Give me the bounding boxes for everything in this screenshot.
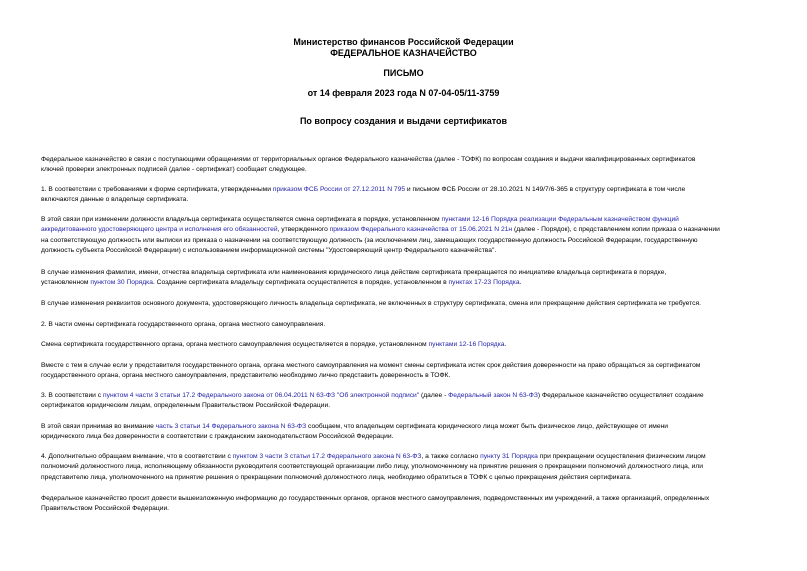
text-line [41,246,765,256]
text-line [41,320,765,330]
text-line [41,278,765,288]
text-segment: . [504,341,507,348]
document-link[interactable]: пункту 31 Порядка [480,453,538,460]
text-segment: , а также согласно [421,453,481,460]
text-segment: Федеральное казначейство просит довести вышеизложенную информацию до государственных органов, органов местного самоуправления, подведомственных им учреждений, а также организаций, определенных [41,495,710,502]
text-segment: при прекращении осуществления физическим лицом [537,453,706,460]
text-segment: . Создание сертификата владельцу сертификата осуществляется в порядке, установленном в [152,279,449,287]
text-segment: включаются данные о владельце сертификата. [41,196,189,204]
paragraph [41,215,765,257]
paragraph [41,391,765,412]
document-link[interactable]: пунктом 3 части 3 статьи 17.2 Федерального закона N 63-ФЗ [232,453,422,460]
text-line [41,432,765,442]
text-line [41,165,765,175]
document-link[interactable]: пунктах 17-23 Порядка [448,279,520,287]
text-segment: . [519,279,522,287]
text-line [41,195,765,205]
text-segment: Вместе с тем в случае если у представителя государственного органа, органа местного самоуправления на момент смены сертификата истек срок действия доверенности на право обращаться за сертификатом [41,362,701,369]
document-type: ПИСЬМО [383,68,424,78]
paragraph [41,320,765,330]
document-link[interactable]: пунктами 12-16 Порядка реализации Федеральным казначейством функций [441,216,679,223]
text-line [41,215,765,225]
text-line [41,473,765,483]
text-segment: должность субъекта Российской Федерации) с использованием информационной системы "Удостоверяющий центр Федерального казначейства". [41,247,497,255]
paragraph [41,155,765,176]
paragraph [41,340,765,350]
text-segment: ключей проверки электронных подписей (далее - сертификат) сообщает следующее. [41,166,307,174]
ministry-name: Министерство финансов Российской Федерации [293,37,514,47]
text-line [41,504,765,514]
agency-name: ФЕДЕРАЛЬНОЕ КАЗНАЧЕЙСТВО [330,48,477,58]
text-segment: государственного органа, органа местного самоуправления, представителю необходимо лично представить доверенность в ТОФК. [41,372,451,380]
document-link[interactable]: пунктом 30 Порядка [90,279,153,287]
text-segment: юридического лица без доверенности в соответствии с гражданским законодательством Российской Федерации. [41,433,394,441]
text-segment: ) Федеральное казначейство осуществляет создание [537,392,704,399]
text-segment: и письмом ФСБ России от 28.10.2021 N 149/7/6-365 в структуру сертификата в том числе [405,186,686,193]
text-line [41,452,765,462]
document-link[interactable]: пунктами 12-16 Порядка [428,341,505,348]
text-segment: В случае изменения реквизитов основного документа, удостоверяющего личность владельца сертификата, не включенных в структуру сертификата, смена или прекращение действия сертификата не требуется. [41,300,701,307]
document-link[interactable]: приказом Федерального казначейства от 15.06.2021 N 21н [329,226,513,234]
text-segment: (далее - [419,392,449,399]
paragraph [41,185,765,206]
text-segment: сообщаем, что владельцем сертификата юридического лица может быть физическое лицо, действующее от имени [306,423,669,430]
text-line [41,422,765,432]
text-segment: на соответствующую должность или выписки из приказа о назначении на соответствующую должность (за исключением лиц, замещающих государственную должность Российской Федерации, государственную [41,236,698,244]
text-line [41,371,765,381]
text-segment: сертификатов юридическим лицам, определенным Правительством Российской Федерации. [41,402,331,410]
text-segment: 3. В соответствии с [41,392,103,399]
document-link[interactable]: аккредитованного удостоверяющего центра и исполнения его обязанностей [41,226,278,234]
paragraph [41,422,765,443]
text-segment: Правительством Российской Федерации. [41,505,170,513]
text-line [41,225,765,235]
text-segment: (далее - Порядок), с представлением копии приказа о назначении [512,226,720,234]
text-line [41,340,765,350]
text-line [41,462,765,472]
text-line [41,494,765,504]
text-segment: установленном [41,279,91,287]
document-subject: По вопросу создания и выдачи сертификатов [299,116,508,126]
document-link[interactable]: приказом ФСБ России от 27.12.2011 N 795 [272,186,406,193]
text-segment: В этой связи при изменении должности владельца сертификата осуществляется смена сертификата в порядке, установленном [41,216,442,223]
paragraph [41,361,765,382]
document-link[interactable]: Федеральный закон N 63-ФЗ [448,392,538,399]
text-segment: 4. Дополнительно обращаем внимание, что в соответствии с [41,453,233,460]
text-line [41,268,765,278]
text-line [41,401,765,411]
document-link[interactable]: часть 3 статьи 14 Федерального закона N 63-ФЗ [155,423,307,430]
text-segment: В этой связи принимая во внимание [41,423,156,430]
text-segment: полномочий должностного лица, исполняющему обязанности руководителя соответствующей организации либо лицу, уполномоченному на принятие решения о прекращении полномочий должностного лица, или [41,463,703,471]
paragraph [41,452,765,483]
paragraph [41,494,765,515]
paragraph [41,299,765,309]
text-segment: В случае изменения фамилии, имени, отчества владельца сертификата или наименования юридического лица действие сертификата прекращается по инициативе владельца сертификата в порядке, [41,269,667,276]
text-line [41,361,765,371]
document-link[interactable]: пунктом 4 части 3 статьи 17.2 Федерального закона от 06.04.2011 N 63-ФЗ "Об электронной подписи" [102,392,420,399]
text-segment: 1. В соответствии с требованиями к форме сертификата, утвержденными [41,186,273,193]
paragraph [41,268,765,289]
text-segment: 2. В части смены сертификата государственного органа, органа местного самоуправления. [41,321,326,328]
text-line [41,299,765,309]
text-segment: представителю лица, уполномоченного на принятие решения о прекращении полномочий должностного лица, необходимо обратиться в ТОФК с целью прекращения действия сертификата. [41,473,632,481]
text-line [41,185,765,195]
text-segment: Федеральное казначейство в связи с поступающими обращениями от территориальных органов Федерального казначейства (далее - ТОФК) по вопросам создания и выдачи квалифицированных сертификатов [41,156,696,163]
text-line [41,236,765,246]
document-date-number: от 14 февраля 2023 года N 07-04-05/11-3759 [307,88,500,98]
text-segment: Смена сертификата государственного органа, органа местного самоуправления осуществляется в порядке, установленном [41,341,429,348]
text-segment: , утвержденного [277,226,330,234]
text-line [41,391,765,401]
text-line [41,155,765,165]
